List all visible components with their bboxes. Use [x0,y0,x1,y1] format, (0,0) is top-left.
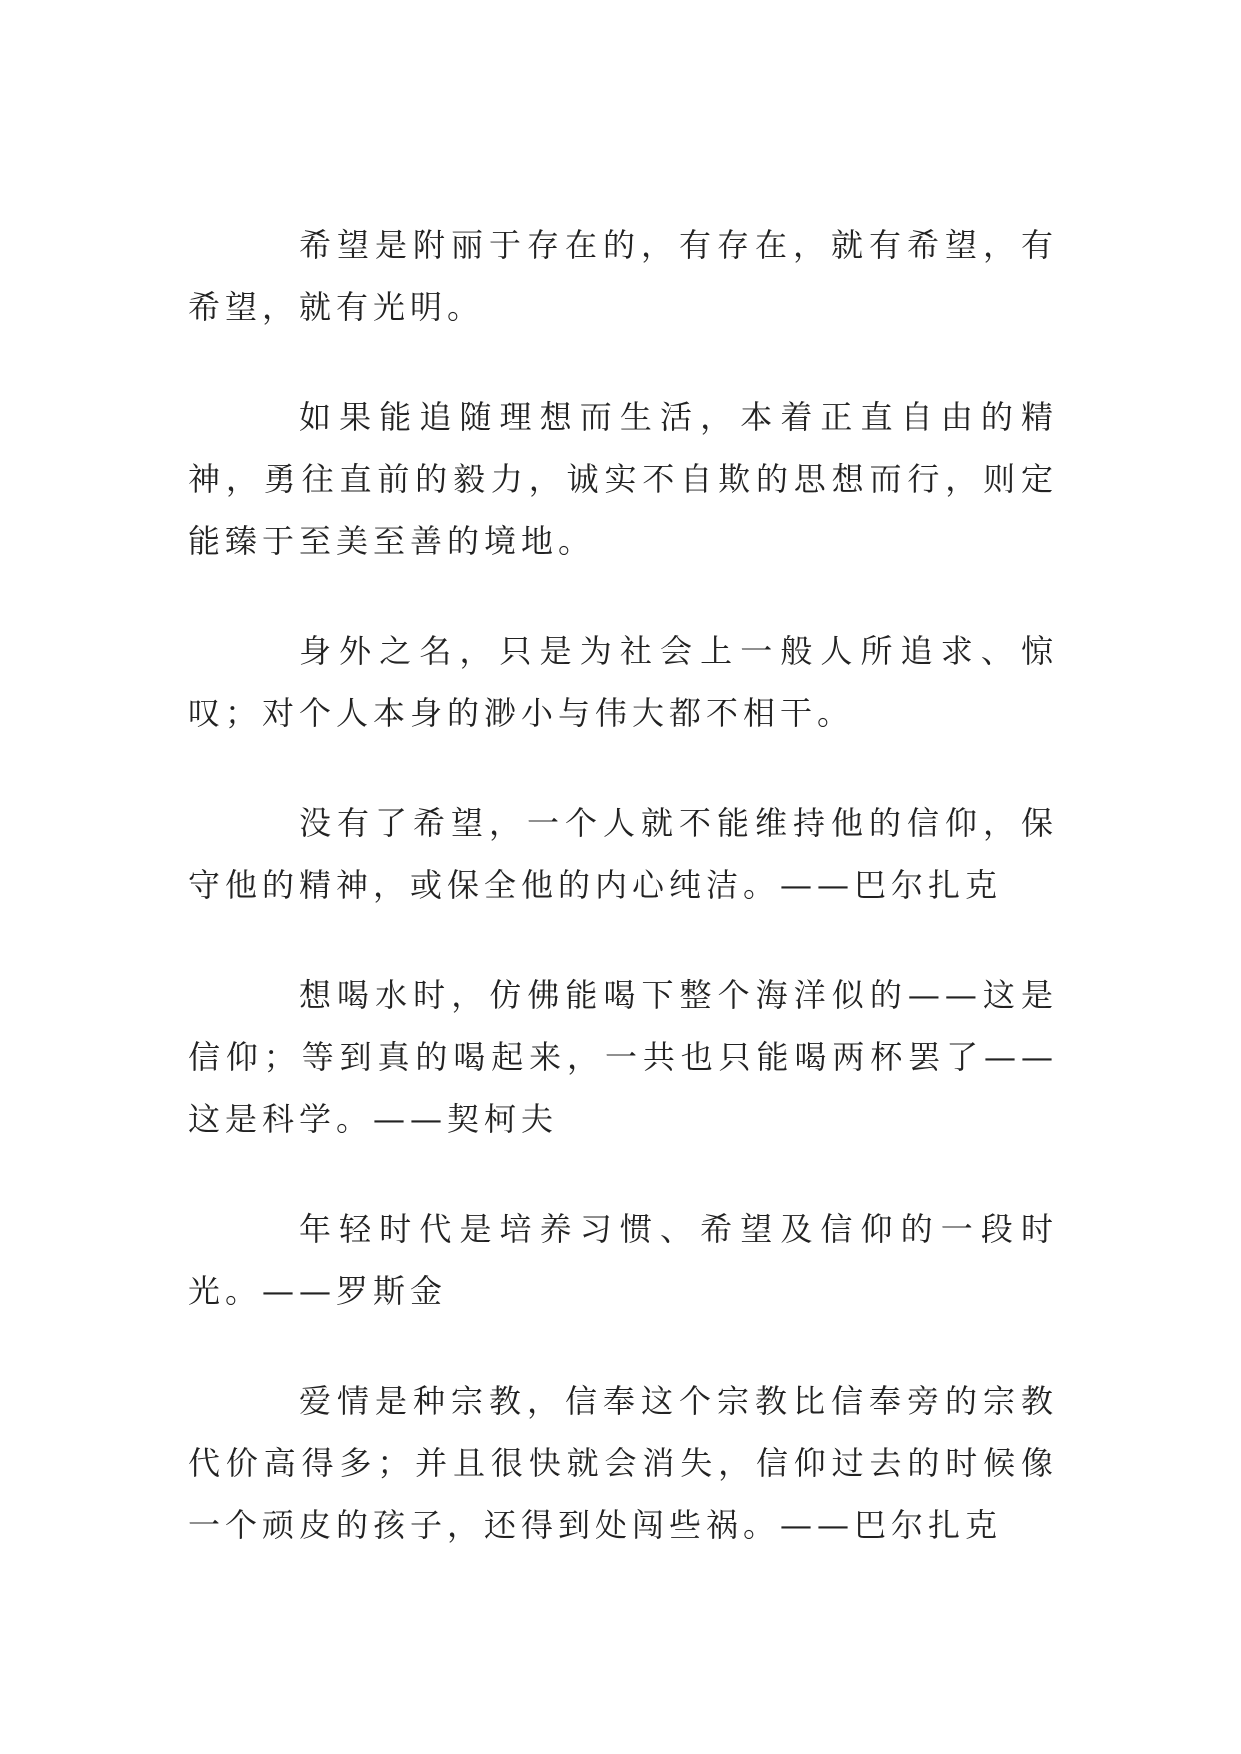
paragraph: 想喝水时，仿佛能喝下整个海洋似的——这是信仰；等到真的喝起来，一共也只能喝两杯罢了——这是科学。——契柯夫 [188,976,1058,1138]
paragraph: 如果能追随理想而生活，本着正直自由的精神，勇往直前的毅力，诚实不自欺的思想而行，则定能臻于至美至善的境地。 [188,398,1058,560]
paragraph: 年轻时代是培养习惯、希望及信仰的一段时光。——罗斯金 [188,1210,1058,1310]
paragraph: 希望是附丽于存在的，有存在，就有希望，有希望，就有光明。 [188,226,1058,326]
paragraph: 身外之名，只是为社会上一般人所追求、惊叹；对个人本身的渺小与伟大都不相干。 [188,632,1058,732]
paragraph: 没有了希望，一个人就不能维持他的信仰，保守他的精神，或保全他的内心纯洁。——巴尔扎克 [188,804,1058,904]
paragraph: 爱情是种宗教，信奉这个宗教比信奉旁的宗教代价高得多；并且很快就会消失，信仰过去的时候像一个顽皮的孩子，还得到处闯些祸。——巴尔扎克 [188,1382,1058,1544]
